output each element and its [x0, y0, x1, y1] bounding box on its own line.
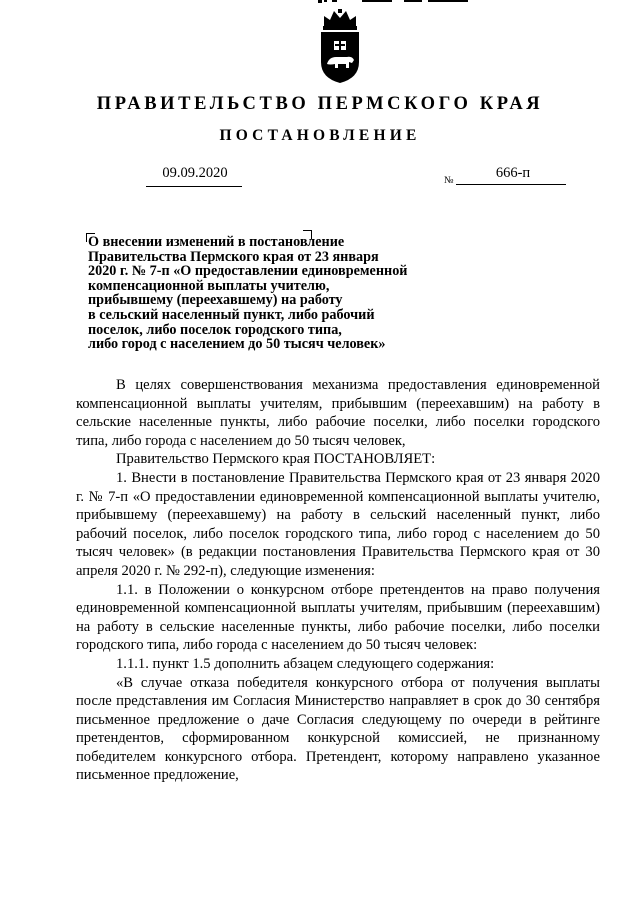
- subject-line: либо город с населением до 50 тысяч человек»: [88, 336, 386, 353]
- item-1-1-paragraph: 1.1. в Положении о конкурсном отборе претендентов на право получения единовременной компенсационной выплаты учителям, прибывшим (переехавшим) на работу в сельские населенные пункты, либо рабочие поселки, либо поселки городского типа, либо города с населением до 50 тысяч человек:: [76, 581, 600, 654]
- subject-line: поселок, либо поселок городского типа,: [88, 321, 342, 338]
- resolves-paragraph: Правительство Пермского края ПОСТАНОВЛЯЕТ:: [116, 451, 436, 468]
- number-underline: [456, 184, 566, 185]
- subject-line: О внесении изменений в постановление: [88, 234, 345, 250]
- preamble-paragraph: В целях совершенствования механизма предоставления единовременной компенсационной выплаты учителям, прибывшим (переехавшим) на работу в сельские населенные пункты, либо рабочие поселки, либо поселки городского типа, либо города с населением до 50 тысяч человек,: [76, 377, 600, 449]
- item-1-1-1-paragraph: 1.1.1. пункт 1.5 дополнить абзацем следующего содержания:: [116, 655, 495, 672]
- number-sign: №: [444, 175, 454, 186]
- subject-line: прибывшему (переехавшему) на работу: [88, 292, 343, 309]
- subject-line: 2020 г. № 7-п «О предоставлении единовременной: [88, 263, 408, 280]
- document-body: [76, 376, 600, 785]
- document-date: 09.09.2020: [162, 165, 228, 181]
- document-type-title: ПОСТАНОВЛЕНИЕ: [219, 127, 421, 144]
- item-1-paragraph: 1. Внести в постановление Правительства Пермского края от 23 января 2020 г. № 7-п «О предоставлении единовременной компенсационной выплаты учителю, прибывшему (переехавшему) на работу в сельский населенный пункт, либо рабочий поселок, либо поселок городского типа, либо город с населением до 50 тысяч человек» (в редакции постановления Правительства Пермского края от 30 апреля 2020 г. № 292-п), следующие изменения:: [76, 469, 600, 579]
- quoted-paragraph: «В случае отказа победителя конкурсного отбора от получения выплаты после представления им Согласия Министерство направляет в срок до 30 сентября письменное предложение о даче Согласия следующему по очереди в рейтинге претендентов, сформированном конкурсной комиссией, не признанному победителем конкурсного отбора. Претендент, которому направлено указанное письменное предложение,: [76, 674, 600, 784]
- subject-line: компенсационной выплаты учителю,: [88, 277, 330, 294]
- document-number: 666-п: [495, 165, 531, 181]
- subject-line: в сельский населенный пункт, либо рабочий: [88, 306, 375, 323]
- top-edge-marks: [318, 0, 478, 8]
- date-underline: [146, 186, 242, 187]
- perm-krai-coat-of-arms-icon: [318, 8, 362, 84]
- subject-line: Правительства Пермского края от 23 января: [88, 248, 379, 265]
- organization-title: ПРАВИТЕЛЬСТВО ПЕРМСКОГО КРАЯ: [96, 94, 544, 114]
- document-subject: [88, 235, 448, 352]
